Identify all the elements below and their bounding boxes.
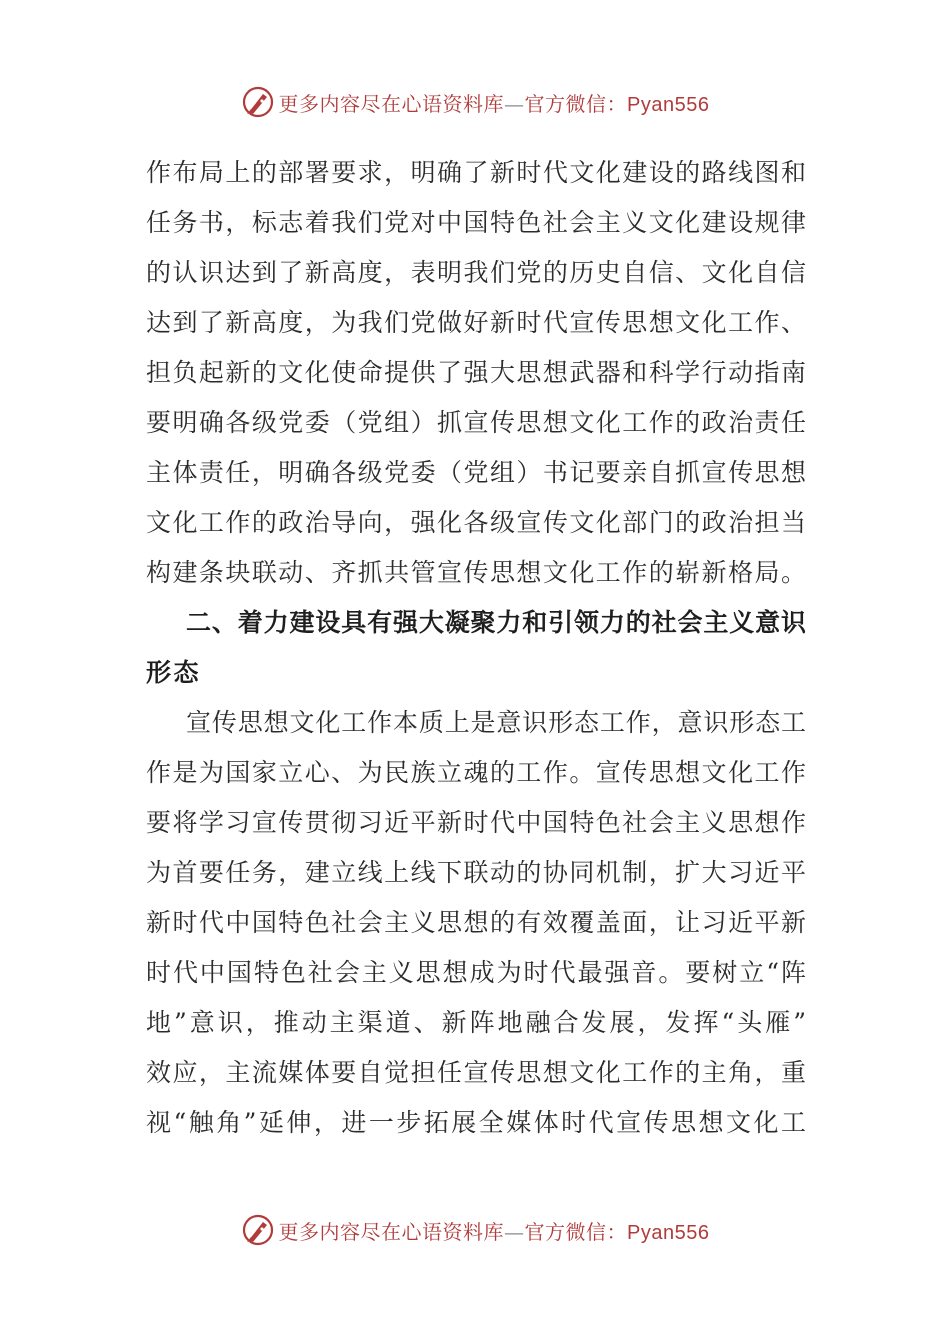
header-wechat-id: Pyan556 bbox=[627, 93, 710, 116]
section-heading bbox=[146, 598, 806, 698]
text-line: 任务书，标志着我们党对中国特色社会主义文化建设规律 bbox=[146, 208, 806, 237]
text-line: 宣传思想文化工作本质上是意识形态工作，意识形态工 bbox=[186, 708, 806, 737]
footer-separator: — bbox=[504, 1219, 525, 1244]
footer-wechat-id: Pyan556 bbox=[627, 1221, 710, 1244]
text-line: 效应，主流媒体要自觉担任宣传思想文化工作的主角，重 bbox=[146, 1058, 806, 1087]
text-line: 视“触角”延伸，进一步拓展全媒体时代宣传思想文化工 bbox=[146, 1108, 806, 1137]
text-line: 达到了新高度，为我们党做好新时代宣传思想文化工作、 bbox=[146, 308, 806, 337]
text-line: 为首要任务，建立线上线下联动的协同机制，扩大习近平 bbox=[146, 858, 806, 887]
text-line: 新时代中国特色社会主义思想的有效覆盖面，让习近平新 bbox=[146, 908, 806, 937]
footer-text bbox=[279, 1216, 710, 1245]
heading-line: 形态 bbox=[146, 658, 202, 687]
footer-wechat-label: 官方微信： bbox=[524, 1219, 628, 1244]
pen-nib-icon bbox=[241, 1213, 275, 1247]
text-line: 文化工作的政治导向，强化各级宣传文化部门的政治担当 bbox=[146, 508, 806, 537]
footer-brand: 更多内容尽在心语资料库 bbox=[278, 1219, 505, 1244]
paragraph-1 bbox=[146, 148, 806, 598]
text-line: 地”意识，推动主渠道、新阵地融合发展，发挥“头雁” bbox=[146, 1008, 806, 1037]
header-wechat-label: 官方微信： bbox=[524, 91, 628, 116]
text-line: 的认识达到了新高度，表明我们党的历史自信、文化自信 bbox=[146, 258, 806, 287]
text-line: 担负起新的文化使命提供了强大思想武器和科学行动指南 bbox=[146, 358, 806, 387]
text-line: 要将学习宣传贯彻习近平新时代中国特色社会主义思想作 bbox=[146, 808, 806, 837]
paragraph-2 bbox=[146, 698, 806, 1148]
footer-banner bbox=[0, 1210, 950, 1250]
text-line: 作布局上的部署要求，明确了新时代文化建设的路线图和 bbox=[146, 158, 806, 187]
text-line: 时代中国特色社会主义思想成为时代最强音。要树立“阵 bbox=[146, 958, 806, 987]
pen-nib-icon bbox=[241, 85, 275, 119]
header-banner bbox=[0, 82, 950, 122]
text-line: 要明确各级党委（党组）抓宣传思想文化工作的政治责任 bbox=[146, 408, 806, 437]
document-body bbox=[146, 148, 806, 1148]
header-separator: — bbox=[504, 91, 525, 116]
heading-line: 二、着力建设具有强大凝聚力和引领力的社会主义意识 bbox=[186, 608, 806, 637]
text-line: 构建条块联动、齐抓共管宣传思想文化工作的崭新格局。 bbox=[146, 558, 806, 587]
header-brand: 更多内容尽在心语资料库 bbox=[278, 91, 505, 116]
text-line: 作是为国家立心、为民族立魂的工作。宣传思想文化工作 bbox=[146, 758, 806, 787]
text-line: 主体责任，明确各级党委（党组）书记要亲自抓宣传思想 bbox=[146, 458, 806, 487]
header-text bbox=[279, 88, 710, 117]
